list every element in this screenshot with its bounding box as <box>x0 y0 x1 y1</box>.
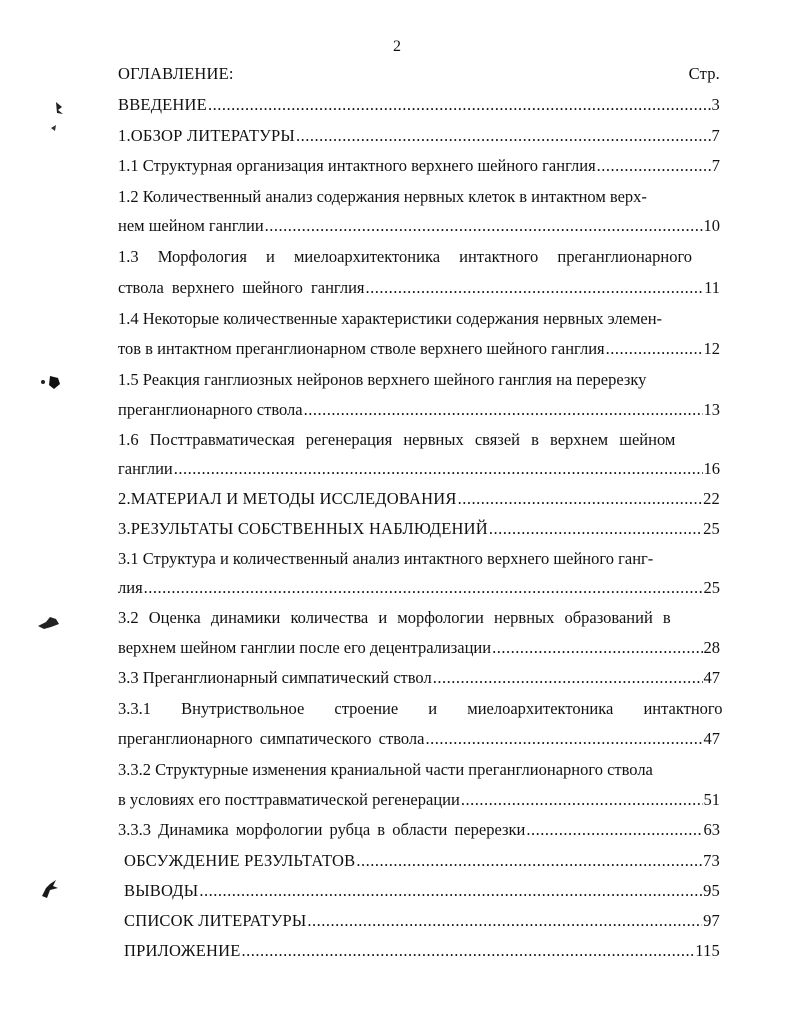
toc-entry-text: нем шейном ганглии <box>118 216 264 235</box>
toc-entry-introduction <box>118 95 720 115</box>
toc-leader <box>265 216 703 236</box>
toc-entry-text: 1.5 Реакция ганглиозных нейронов верхнего шейного ганглия на перерезку <box>118 370 647 389</box>
toc-header <box>118 64 720 84</box>
toc-entry-text: в условиях его посттравматической регенерации <box>118 790 460 809</box>
toc-entry-1-1 <box>118 156 720 176</box>
toc-entry-3-2-line2 <box>118 638 720 658</box>
toc-leader <box>304 400 703 420</box>
toc-entry-page: 16 <box>703 459 720 478</box>
toc-entry-page: 12 <box>703 339 720 358</box>
toc-entry-3-3-1-line2 <box>118 729 720 749</box>
toc-entry-1-4-line2 <box>118 339 720 359</box>
toc-entry-page: 115 <box>695 941 720 960</box>
toc-entry-page: 95 <box>703 881 720 900</box>
toc-entry-discussion <box>124 851 720 871</box>
toc-entry-1-2-line1 <box>118 187 720 207</box>
toc-entry-text: ПРИЛОЖЕНИЕ <box>124 941 241 960</box>
toc-entry-1-5-line1 <box>118 370 720 390</box>
toc-entry-3-3-1-line1 <box>118 699 723 719</box>
toc-entry-text: ВВЕДЕНИЕ <box>118 95 207 114</box>
toc-leader <box>606 339 703 359</box>
toc-entry-text: 1.1 Структурная организация интактного верхнего шейного ганглия <box>118 156 596 175</box>
toc-leader <box>492 638 702 658</box>
toc-leader <box>597 156 711 176</box>
toc-entry-text: 3.3.1 Внутриствольное строение и миелоархитектоника интактного <box>118 699 723 718</box>
toc-entry-text: ОБСУЖДЕНИЕ РЕЗУЛЬТАТОВ <box>124 851 356 870</box>
toc-entry-1-4-line1 <box>118 309 720 329</box>
toc-leader <box>174 459 703 479</box>
toc-entry-page: 28 <box>703 638 720 657</box>
toc-entry-3-1-line1 <box>118 549 720 569</box>
toc-entry-text: 3.1 Структура и количественный анализ интактного верхнего шейного ганг- <box>118 549 654 568</box>
toc-entry-text: ганглии <box>118 459 173 478</box>
toc-leader <box>307 911 702 931</box>
toc-entry-references <box>124 911 720 931</box>
toc-entry-text: 1.4 Некоторые количественные характеристики содержания нервных элемен- <box>118 309 663 328</box>
toc-entry-page: 47 <box>703 668 720 687</box>
toc-leader <box>458 489 703 509</box>
toc-entry-text: лия <box>118 578 143 597</box>
toc-entry-text: 1.ОБЗОР ЛИТЕРАТУРЫ <box>118 126 295 145</box>
toc-entry-text: 3.3.3 Динамика морфологии рубца в области перерезки <box>118 820 526 839</box>
toc-entry-text: 2.МАТЕРИАЛ И МЕТОДЫ ИССЛЕДОВАНИЯ <box>118 489 457 508</box>
toc-entry-page: 73 <box>703 851 720 870</box>
toc-entry-page: 7 <box>711 156 720 175</box>
scan-speck-mark <box>36 876 62 902</box>
toc-entry-text: 1.6 Посттравматическая регенерация нервных связей в верхнем шейном <box>118 430 676 449</box>
scan-speck-mark <box>48 98 70 138</box>
toc-entry-text: 3.3 Преганглионарный симпатический ствол <box>118 668 432 687</box>
toc-entry-text: преганглионарного ствола <box>118 400 303 419</box>
toc-entry-1-6-line1 <box>118 430 720 450</box>
toc-leader <box>489 519 702 539</box>
toc-entry-text: ствола верхнего шейного ганглия <box>118 278 365 297</box>
toc-entry-results <box>118 519 720 539</box>
toc-leader <box>144 578 703 598</box>
toc-entry-3-3-2-line2 <box>118 790 720 810</box>
toc-entry-page: 25 <box>703 519 720 538</box>
toc-entry-page: 97 <box>703 911 720 930</box>
toc-entry-1-3-line2 <box>118 278 720 298</box>
toc-leader <box>296 126 711 146</box>
toc-page-column-label: Стр. <box>688 64 720 83</box>
toc-entry-page: 51 <box>703 790 720 809</box>
page-number: 2 <box>393 38 401 55</box>
toc-entry-1-6-line2 <box>118 459 720 479</box>
toc-leader <box>356 851 702 871</box>
toc-entry-text: 1.2 Количественный анализ содержания нервных клеток в интактном верх- <box>118 187 647 206</box>
toc-entry-page: 13 <box>703 400 720 419</box>
toc-entry-page: 47 <box>703 729 720 748</box>
toc-entry-page: 7 <box>711 126 720 145</box>
toc-leader <box>241 941 694 961</box>
toc-entry-appendix <box>124 941 720 961</box>
toc-entry-literature-review <box>118 126 720 146</box>
toc-entry-materials-methods <box>118 489 720 509</box>
toc-entry-conclusions <box>124 881 720 901</box>
toc-entry-text: 3.3.2 Структурные изменения краниальной части преганглионарного ствола <box>118 760 653 779</box>
scan-speck-mark <box>36 614 62 634</box>
toc-leader <box>366 278 704 298</box>
toc-entry-text: ВЫВОДЫ <box>124 881 199 900</box>
toc-entry-1-2-line2 <box>118 216 720 236</box>
toc-leader <box>425 729 702 749</box>
toc-leader <box>208 95 711 115</box>
toc-entry-page: 10 <box>703 216 720 235</box>
toc-entry-text: 1.3 Морфология и миелоархитектоника интактного преганглионарного <box>118 247 693 266</box>
toc-entry-3-2-line1 <box>118 608 720 628</box>
scan-speck-mark <box>38 372 66 392</box>
toc-entry-1-3-line1 <box>118 247 720 267</box>
toc-title: ОГЛАВЛЕНИЕ: <box>118 64 234 83</box>
toc-entry-text: верхнем шейном ганглии после его децентрализации <box>118 638 492 657</box>
toc-entry-text: тов в интактном преганглионарном стволе верхнего шейного ганглия <box>118 339 605 358</box>
toc-entry-3-3-3 <box>118 820 720 840</box>
toc-entry-text: 3.2 Оценка динамики количества и морфологии нервных образований в <box>118 608 671 627</box>
toc-entry-text: преганглионарного симпатического ствола <box>118 729 425 748</box>
toc-leader <box>461 790 703 810</box>
toc-entry-text: 3.РЕЗУЛЬТАТЫ СОБСТВЕННЫХ НАБЛЮДЕНИЙ <box>118 519 488 538</box>
toc-entry-page: 25 <box>703 578 720 597</box>
toc-leader <box>526 820 702 840</box>
toc-entry-3-3 <box>118 668 720 688</box>
toc-entry-page: 22 <box>703 489 720 508</box>
toc-entry-text: СПИСОК ЛИТЕРАТУРЫ <box>124 911 307 930</box>
toc-entry-page: 63 <box>703 820 720 839</box>
toc-entry-page: 3 <box>711 95 720 114</box>
toc-leader <box>199 881 702 901</box>
toc-entry-3-1-line2 <box>118 578 720 598</box>
toc-entry-page: 11 <box>704 278 720 297</box>
toc-entry-1-5-line2 <box>118 400 720 420</box>
toc-entry-3-3-2-line1 <box>118 760 720 780</box>
toc-leader <box>433 668 703 688</box>
